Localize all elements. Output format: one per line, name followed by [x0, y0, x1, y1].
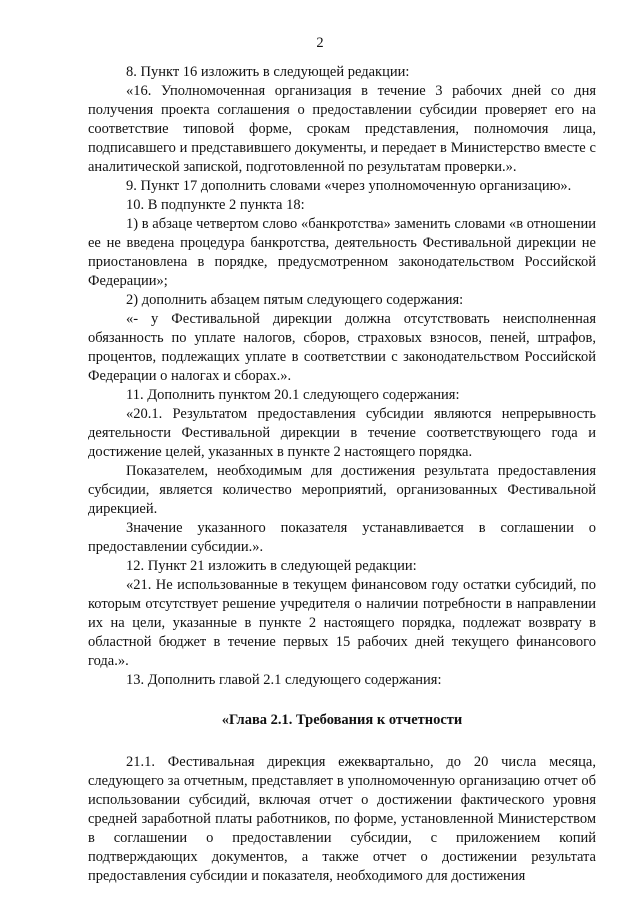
paragraph-clause-21-1: 21.1. Фестивальная дирекция ежеквартально, до 20 числа месяца, следующего за отчетным, представляет в уполномоченную организацию отчет об использовании субсидий, включая отчет о достижении фактического уровня средней заработной платы работников, по форме, установленной Министерством в соглашении о предоставлении субсидии, с приложением копий подтверждающих документов, а также отчет о достижении результата предоставления субсидии и показателя, необходимого для достижения: [88, 754, 596, 884]
paragraph-indicator: Показателем, необходимым для достижения результата предоставления субсидии, является количество мероприятий, организованных Фестивальной дирекцией.: [88, 463, 596, 517]
paragraph-tax-obligation: «- у Фестивальной дирекции должна отсутствовать неисполненная обязанность по уплате налогов, сборов, страховых взносов, пеней, штрафов, процентов, подлежащих уплате в соответствии с законодательством Российской Федерации о налогах и сборах.».: [88, 311, 596, 384]
paragraph-subitem-2: 2) дополнить абзацем пятым следующего содержания:: [126, 292, 464, 308]
paragraph-clause-16: «16. Уполномоченная организация в течение 3 рабочих дней со дня получения проекта соглашения о предоставлении субсидии проверяет его на соответствие типовой форме, срокам представления, полномочия лица, подписавшего и представившего документы, и передает в Министерство вместе с аналитической запиской, подготовленной по результатам проверки.».: [88, 83, 596, 175]
page-number: 2: [316, 35, 324, 51]
paragraph-item-10: 10. В подпункте 2 пункта 18:: [126, 197, 305, 213]
paragraph-indicator-value: Значение указанного показателя устанавливается в соглашении о предоставлении субсидии.».: [88, 520, 596, 555]
paragraph-subitem-1: 1) в абзаце четвертом слово «банкротства» заменить словами «в отношении ее не введена процедура банкротства, деятельность Фестивальной дирекции не приостановлена в порядке, предусмотренном законодательством Российской Федерации»;: [88, 216, 596, 289]
paragraph-item-12: 12. Пункт 21 изложить в следующей редакции:: [126, 558, 417, 574]
paragraph-item-8: 8. Пункт 16 изложить в следующей редакции:: [126, 64, 410, 80]
paragraph-item-13: 13. Дополнить главой 2.1 следующего содержания:: [126, 672, 442, 688]
paragraph-item-9: 9. Пункт 17 дополнить словами «через уполномоченную организацию».: [126, 178, 572, 194]
paragraph-clause-20-1: «20.1. Результатом предоставления субсидии являются непрерывность деятельности Фестивальной дирекции в течение соответствующего года и достижение целей, указанных в пункте 2 настоящего порядка.: [88, 406, 596, 460]
paragraph-clause-21: «21. Не использованные в текущем финансовом году остатки субсидий, по которым отсутствует решение учредителя о наличии потребности в направлении их на цели, указанные в пункте 2 настоящего порядка, подлежат возврату в областной бюджет в течение первых 15 рабочих дней текущего финансового года.».: [88, 577, 596, 669]
paragraph-item-11: 11. Дополнить пунктом 20.1 следующего содержания:: [126, 387, 460, 403]
chapter-heading: «Глава 2.1. Требования к отчетности: [221, 712, 463, 728]
document-body: [88, 63, 596, 886]
